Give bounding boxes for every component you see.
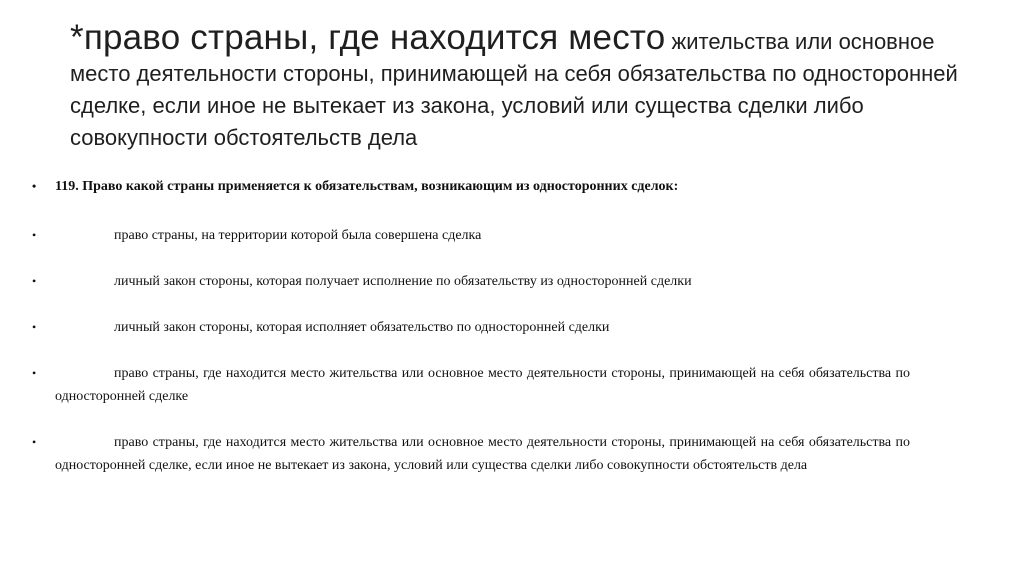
slide-title-large: *право страны, где находится место [70,18,666,57]
answer-option-text: личный закон стороны, которая исполняет обязательство по односторонней сделки [114,320,610,335]
bullet: • [32,435,37,449]
bullet: • [32,320,37,334]
bullet: • [32,228,37,242]
answer-option-4 [30,362,910,408]
answer-option-1 [30,224,910,247]
answer-option-5 [30,431,910,477]
bullet: • [32,366,37,380]
answer-option-text: личный закон стороны, которая получает исполнение по обязательству из односторонней сделки [114,274,692,289]
question-block [30,175,910,500]
question-text: 119. Право какой страны применяется к обязательствам, возникающим из односторонних сделок: [55,179,679,194]
answer-option-text: право страны, где находится место жительства или основное место деятельности стороны, принимающей на себя обязательства по односторонней сделке [55,366,910,404]
bullet: • [32,274,37,288]
answer-option-text: право страны, на территории которой была совершена сделка [114,228,482,243]
bullet: • [32,179,37,193]
answer-option-2 [30,270,910,293]
slide-title [70,18,970,154]
slide-title-continuation: жительства или основное место деятельности стороны, принимающей на себя обязательства по односторонней сделке, если иное не вытекает из закона, условий или существа сделки либо совокупности обстоятельств дела [70,29,958,150]
answer-option-3 [30,316,910,339]
answer-option-text: право страны, где находится место жительства или основное место деятельности стороны, принимающей на себя обязательства по односторонней сделке, если иное не вытекает из закона, условий или существа сделки либо совокупности обстоятельств дела [55,435,910,473]
question-heading [30,175,910,198]
